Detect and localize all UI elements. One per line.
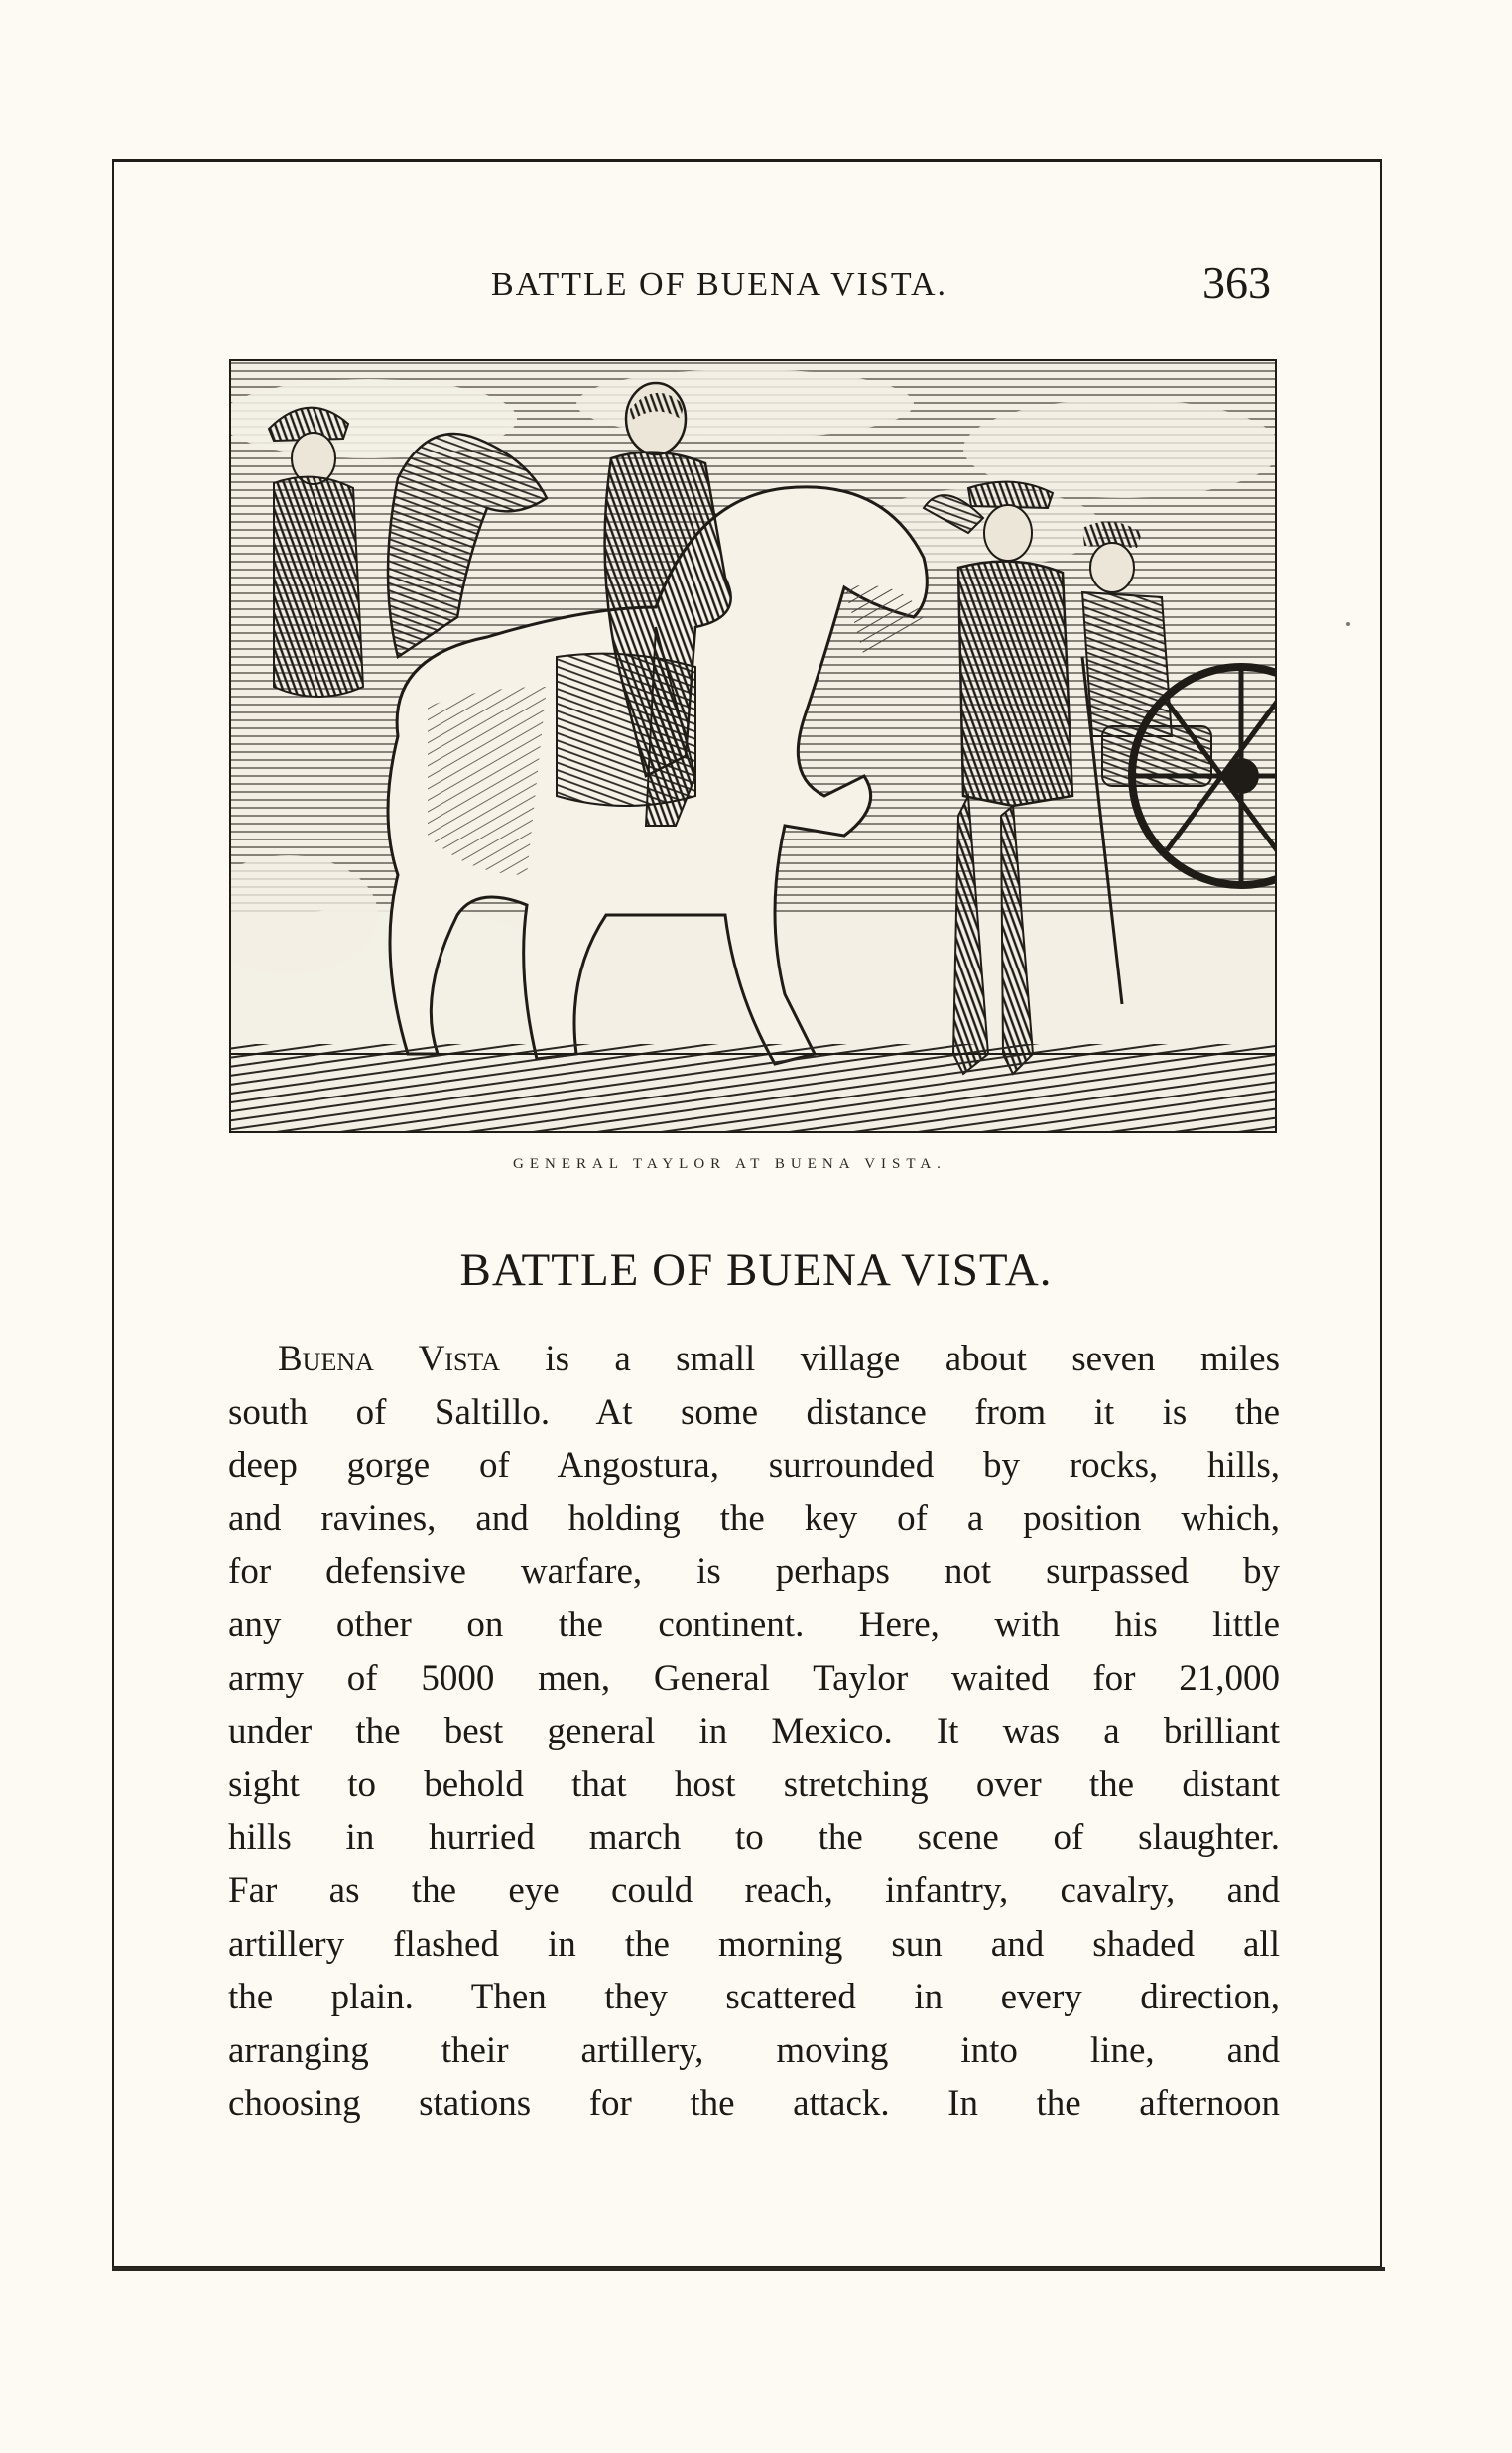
stray-ink-mark (1346, 622, 1350, 626)
body-line: choosing stations for the attack. In the afternoon (228, 2083, 1280, 2125)
body-line: deep gorge of Angostura, surrounded by rocks, hills, (228, 1445, 1280, 1486)
body-line (228, 1333, 1280, 1386)
running-head-title: BATTLE OF BUENA VISTA. (491, 266, 948, 303)
body-line: arranging their artillery, moving into line, and (228, 2029, 1280, 2071)
engraving-image (229, 359, 1277, 1133)
body-line: artillery flashed in the morning sun and shaded all (228, 1923, 1280, 1965)
body-line: army of 5000 men, General Taylor waited for 21,000 (228, 1657, 1280, 1699)
body-line: Far as the eye could reach, infantry, cavalry, and (228, 1870, 1280, 1911)
body-paragraph (228, 1333, 1280, 2130)
opening-words: Buena Vista (278, 1339, 500, 1379)
body-line: south of Saltillo. At some distance from it is the (228, 1391, 1280, 1433)
body-line: under the best general in Mexico. It was a brilliant (228, 1711, 1280, 1752)
page-number: 363 (1202, 257, 1271, 308)
engraving-illustration (229, 359, 1277, 1133)
body-line: for defensive warfare, is perhaps not surpassed by (228, 1551, 1280, 1593)
illustration-caption: GENERAL TAYLOR AT BUENA VISTA. (513, 1156, 946, 1172)
body-line: the plain. Then they scattered in every direction, (228, 1977, 1280, 2018)
body-line: sight to behold that host stretching over the distant (228, 1763, 1280, 1805)
page-border-bottom-rule (112, 2267, 1385, 2271)
chapter-title: BATTLE OF BUENA VISTA. (459, 1244, 1053, 1296)
body-line-text: is a small village about seven miles (500, 1339, 1280, 1379)
body-line: any other on the continent. Here, with his little (228, 1604, 1280, 1645)
body-line: and ravines, and holding the key of a position which, (228, 1497, 1280, 1539)
ground-hatching (229, 1044, 1277, 1133)
body-line: hills in hurried march to the scene of slaughter. (228, 1817, 1280, 1859)
